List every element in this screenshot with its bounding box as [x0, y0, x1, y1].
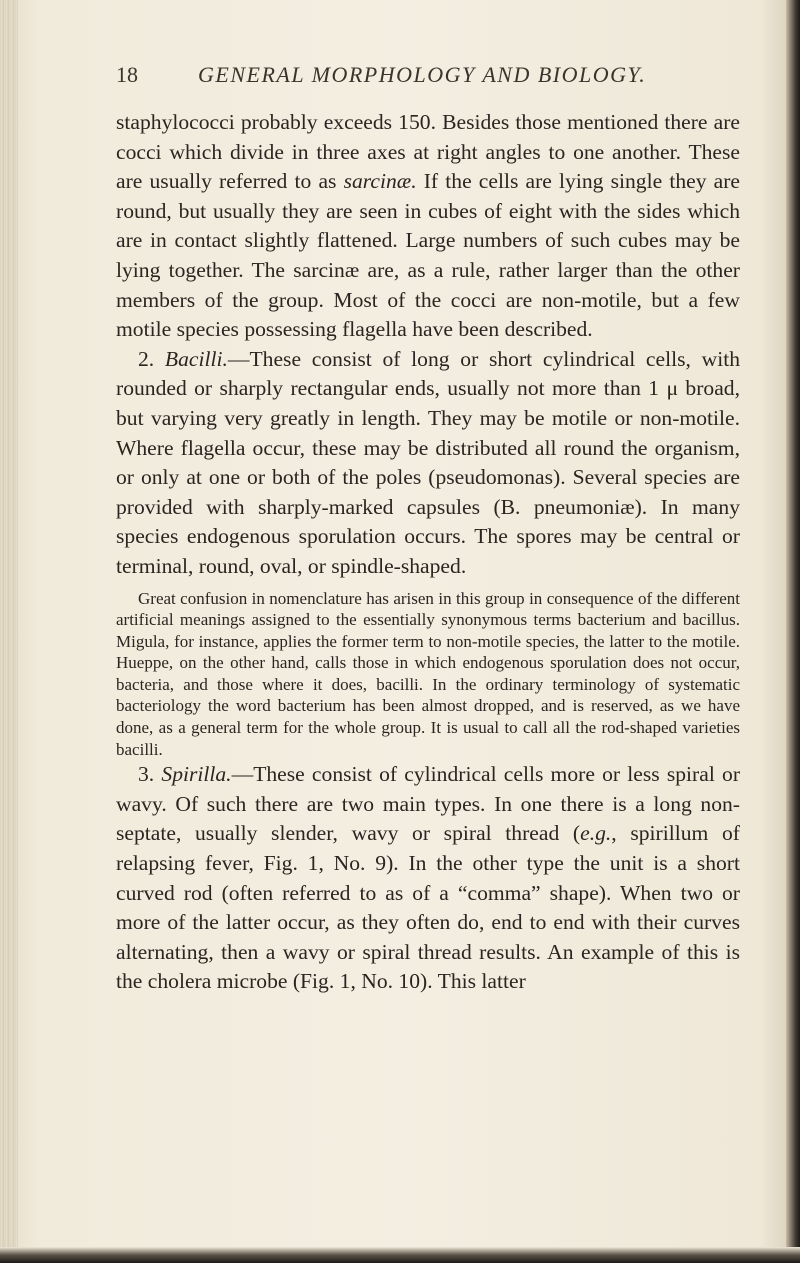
page-edge-shadow: [786, 0, 800, 1263]
heading-bacilli: Bacilli.: [164, 346, 228, 371]
page-header: [116, 62, 756, 92]
body-text: [116, 108, 740, 997]
page-bottom-shadow: [0, 1247, 800, 1263]
note-nomenclature: Great confusion in nomenclature has arisen in this group in consequence of the different artificial meanings assigned to the essentially synonymous terms bacterium and bacillus. Migula, for instance, applies the former term to non-motile species, the latter to the motile. Hueppe, on the other hand, calls those in which endogenous sporulation does not occur, bacteria, and those where it does, bacilli. In the ordinary terminology of systematic bacteriology the word bacterium has been almost dropped, and is reserved, as we have done, as a general term for the whole group. It is usual to call all the rod-shaped varieties bacilli.: [116, 588, 740, 759]
paragraph-bacilli: 2. Bacilli.—These consist of long or short cylindrical cells, with rounded or sharply rectangular ends, usually not more than 1 μ broad, but varying very greatly in length. They may be motile or non-motile. Where flagella occur, these may be distributed all round the organism, or only at one or both of the poles (pseudomonas). Several species are provided with sharply-marked capsules (B. pneumoniæ). In many species endogenous sporulation occurs. The spores may be central or terminal, round, oval, or spindle-shaped.: [116, 346, 741, 578]
heading-spirilla: Spirilla.: [161, 762, 232, 787]
term-sarcinae: sarcinæ.: [343, 169, 417, 194]
page-number: 18: [116, 62, 138, 87]
page-gutter: [0, 0, 18, 1263]
running-head: GENERAL MORPHOLOGY AND BIOLOGY.: [198, 62, 647, 87]
paragraph-spirilla: 3. Spirilla.—These consist of cylindrical cells more or less spiral or wavy. Of such there are two main types. In one there is a long non-septate, usually slender, wavy or spiral thread (e.g., spirillum of relapsing fever, Fig. 1, No. 9). In the other type the unit is a short curved rod (often referred to as of a “comma” shape). When two or more of the latter occur, as they often do, end to end with their curves alternating, then a wavy or spiral thread results. An example of this is the cholera microbe (Fig. 1, No. 10). This latter: [116, 762, 741, 994]
paragraph-cocci: staphylococci probably exceeds 150. Besides those mentioned there are cocci which divide in three axes at right angles to one another. These are usually referred to as sarcinæ. If the cells are lying single they are round, but usually they are seen in cubes of eight with the sides which are in contact slightly flattened. Large numbers of such cubes may be lying together. The sarcinæ are, as a rule, rather larger than the other members of the group. Most of the cocci are non-motile, but a few motile species possessing flagella have been described.: [116, 110, 741, 342]
